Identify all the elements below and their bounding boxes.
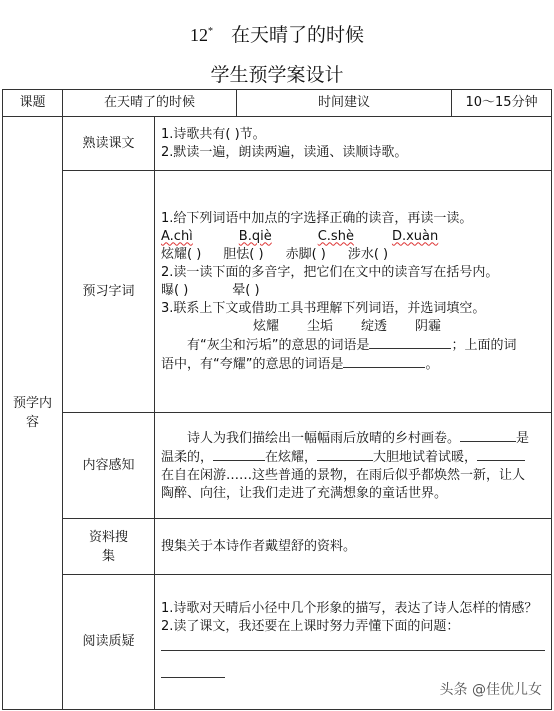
sense-label: 内容感知 (63, 413, 155, 519)
row-material (3, 519, 552, 575)
material-content: 搜集关于本诗作者戴望舒的资料。 (155, 519, 552, 575)
lesson-title: 在天晴了的时候 (230, 24, 364, 46)
read-label: 熟读课文 (63, 117, 155, 171)
quality-content: 1.诗歌对天晴后小径中几个形象的描写，表达了诗人怎样的情感？ 2.读了课文，我还要在上课时努力弄懂下面的问题： (155, 575, 552, 710)
time-value: 10～15分钟 (452, 90, 552, 117)
words-content: 1.给下列词语中加点的字选择正确的读音，再读一读。 A.chì B.qiè C.shè D.xuàn 炫耀( ) 胆怯( ) 赤脚( ) 涉水( ) 2.读一读下面的多音字，把它们在文中的读音写在括号内。 曝( ) 晕( ) 3.联系上下文或借助工具书理解下列词语，并选词填空。 炫耀 尘垢 绽透 阴霾 有“灰尘和污垢”的意思的词语是 ；上面的词 语中，有“夸耀”的意思的词语是 。 (155, 171, 552, 413)
watermark: 头条 @佳优儿女 (439, 682, 542, 698)
time-label: 时间建议 (237, 90, 452, 117)
preview-table (2, 89, 552, 710)
lesson-heading (0, 20, 554, 47)
document-title: 学生预学案设计 (210, 64, 344, 86)
read-content: 1.诗歌共有( )节。 2.默读一遍，朗读两遍，读通、读顺诗歌。 (155, 117, 552, 171)
lesson-number: 12* (189, 25, 213, 45)
topic-value: 在天晴了的时候 (63, 90, 237, 117)
quality-label: 阅读质疑 (63, 575, 155, 710)
section-label: 预学内容 (3, 117, 63, 710)
topic-label: 课题 (3, 90, 63, 117)
words-label: 预习字词 (63, 171, 155, 413)
topic-row (3, 90, 552, 117)
row-read (3, 117, 552, 171)
sense-content: 诗人为我们描绘出一幅幅雨后放晴的乡村画卷。 是 温柔的， 在炫耀， 大胆地试着试暖， 在自在闲游……这些普通的景物，在雨后似乎都焕然一新，让人 陶醉、向往，让我们走进了充满想象的童话世界。 (155, 413, 552, 519)
row-words (3, 171, 552, 413)
pinyin-options: A.chì B.qiè C.shè D.xuàn (161, 228, 439, 244)
material-label: 资料搜集 (63, 519, 155, 575)
row-sense (3, 413, 552, 519)
